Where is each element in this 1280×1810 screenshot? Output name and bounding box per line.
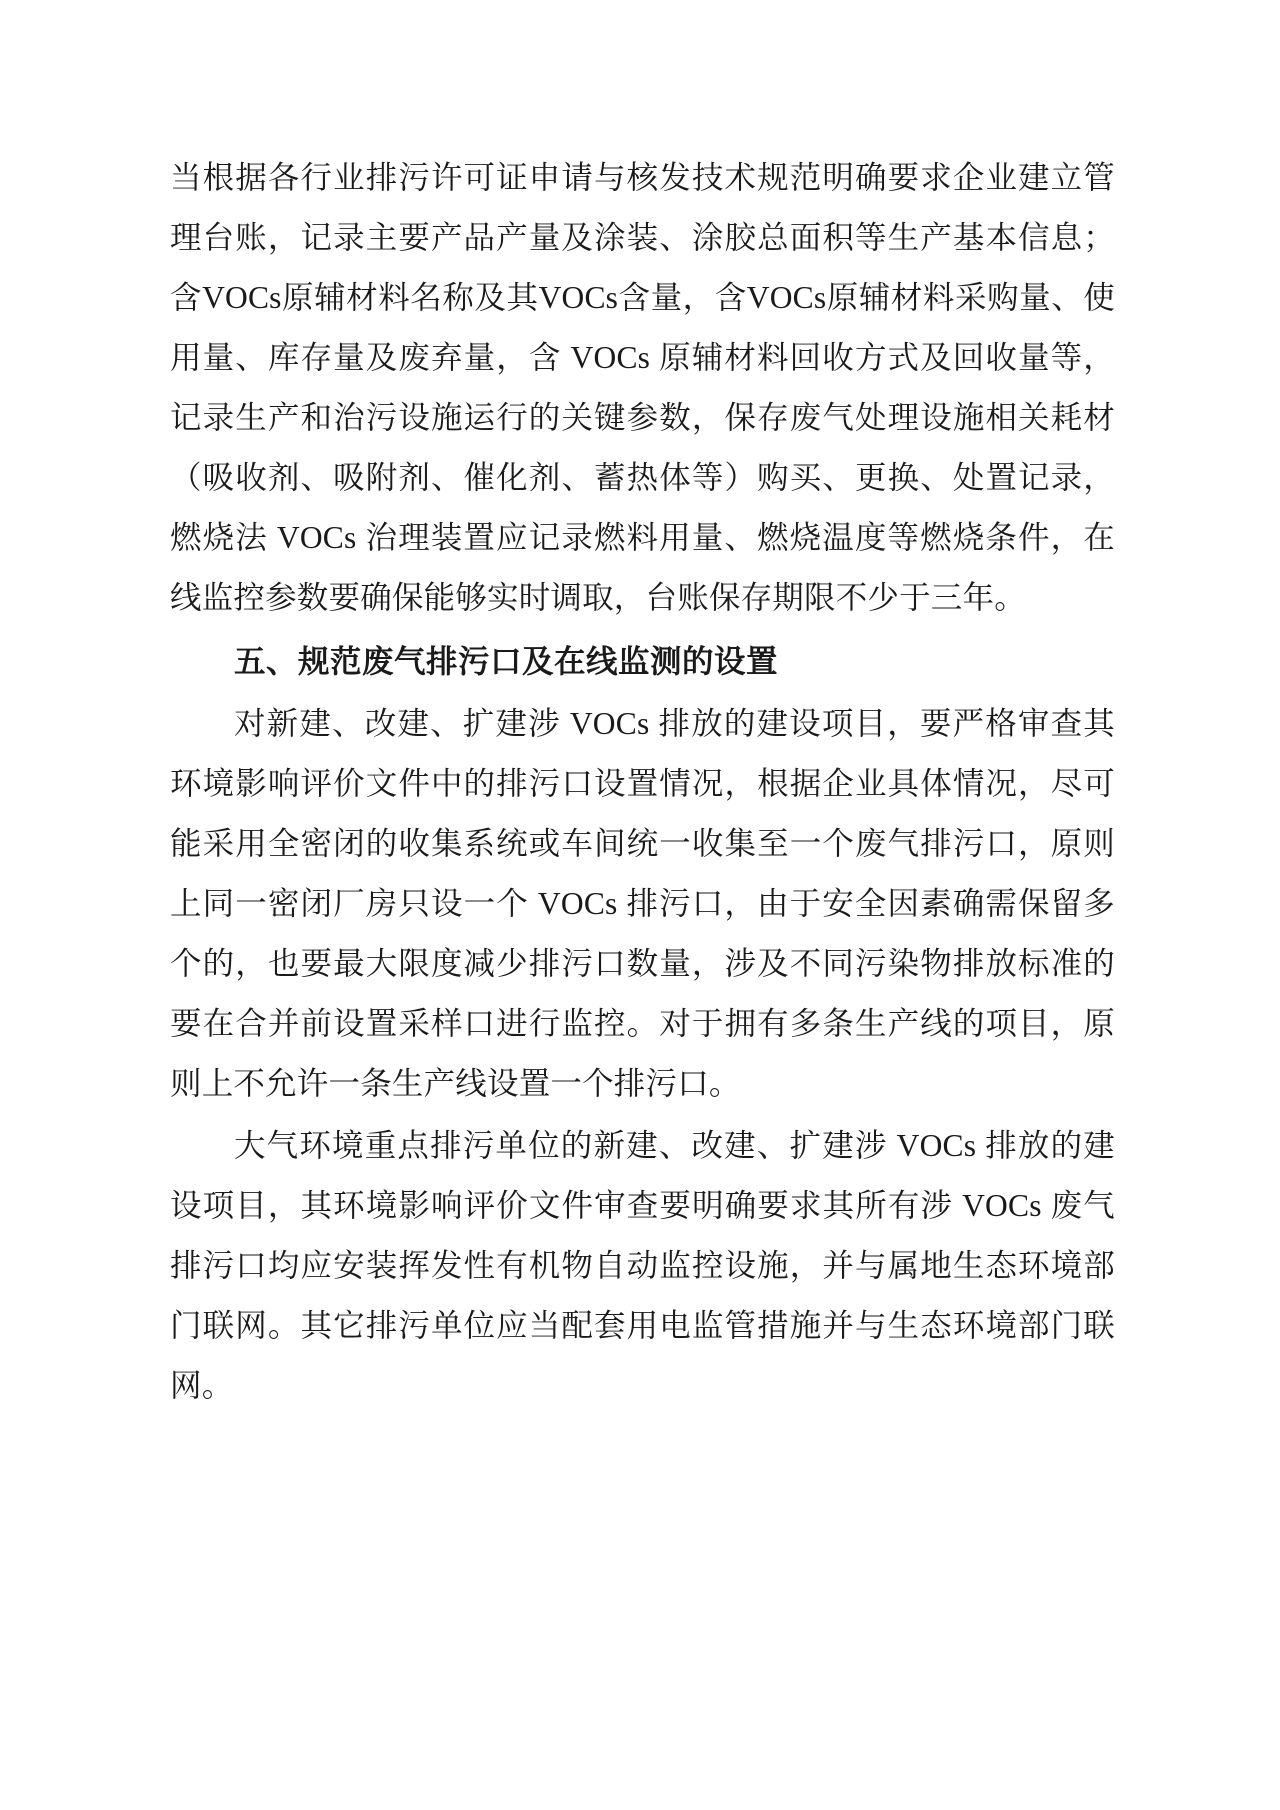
paragraph-outlet-configuration: 对新建、改建、扩建涉 VOCs 排放的建设项目，要严格审查其环境影响评价文件中的排污口设置情况，根据企业具体情况，尽可能采用全密闭的收集系统或车间统一收集至一个废气排污口，原则上同一密闭厂房只设一个 VOCs 排污口，由于安全因素确需保留多个的，也要最大限度减少排污口数量，涉及不同污染物排放标准的要在合并前设置采样口进行监控。对于拥有多条生产线的项目，原则上不允许一条生产线设置一个排污口。 [170,706,1115,1101]
paragraph-management-ledger: 当根据各行业排污许可证申请与核发技术规范明确要求企业建立管理台账，记录主要产品产量及涂装、涂胶总面积等生产基本信息；含VOCs原辅材料名称及其VOCs含量，含VOCs原辅材料采购量、使用量、库存量及废弃量，含 VOCs 原辅材料回收方式及回收量等，记录生产和治污设施运行的关键参数，保存废气处理设施相关耗材（吸收剂、吸附剂、催化剂、蓄热体等）购买、更换、处置记录，燃烧法 VOCs 治理装置应记录燃料用量、燃烧温度等燃烧条件，在线监控参数要确保能够实时调取，台账保存期限不少于三年。 [170,160,1115,615]
paragraph-online-monitoring: 大气环境重点排污单位的新建、改建、扩建涉 VOCs 排放的建设项目，其环境影响评价文件审查要明确要求其所有涉 VOCs 废气排污口均应安装挥发性有机物自动监控设施，并与属地生态环境部门联网。其它排污单位应当配套用电监管措施并与生态环境部门联网。 [170,1128,1115,1403]
document-body [170,148,1115,1416]
section-heading-five: 五、规范废气排污口及在线监测的设置 [234,644,779,680]
